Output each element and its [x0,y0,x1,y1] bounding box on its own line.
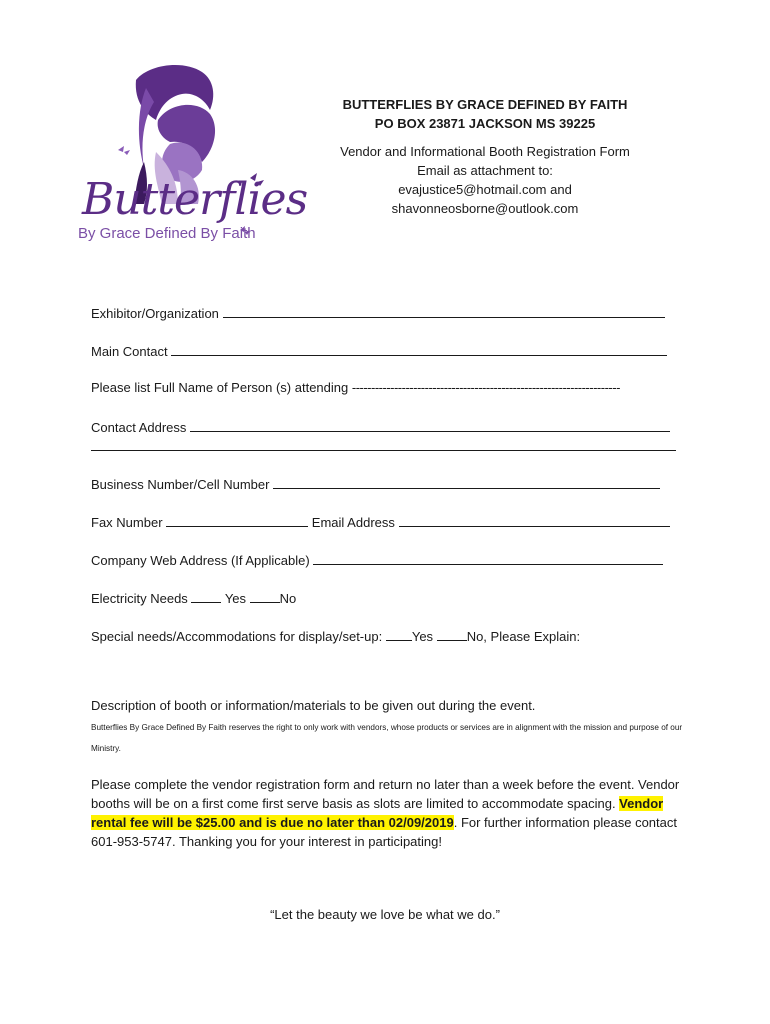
persons-attending-dashes[interactable]: ---------------------------------------------------------------------- [351,380,620,395]
electricity-no-label: No [279,591,297,606]
electricity-yes-line[interactable] [191,588,221,603]
main-contact-input-line[interactable] [171,341,667,356]
instructions-text-1: Please complete the vendor registration form and return no later than a week before the event. Vendor booths will be on a first come first serve basis as slots are limited to accommodate spacing. [91,777,680,811]
field-label: Please list Full Name of Person (s) attending [91,380,349,395]
booth-description-label: Description of booth or information/materials to be given out during the event. [91,698,536,713]
contact-address-second-line[interactable] [91,450,676,451]
email-intro: Email as attachment to: [417,163,553,178]
special-no-label: No, Please Explain: [466,629,581,644]
field-company-web [91,550,663,570]
email-2: shavonneosborne@outlook.com [391,201,579,216]
electricity-yes-label: Yes [224,591,247,606]
field-label: Electricity Needs [91,591,188,606]
closing-quote: “Let the beauty we love be what we do.” [270,907,500,922]
instructions-paragraph [91,775,691,851]
field-label-email: Email Address [311,515,395,530]
field-persons-attending [91,379,620,397]
company-web-input-line[interactable] [313,550,663,565]
ministry-note: Butterflies By Grace Defined By Faith reserves the right to only work with vendors, whose products or services are in alignment with the mission and purpose of our Ministry. [91,723,683,753]
rental-fee-highlight: Vendor rental fee will be $25.00 and is due no later than 02/09/2019 [91,796,664,830]
organization-name: BUTTERFLIES BY GRACE DEFINED BY FAITH [342,97,628,112]
special-yes-line[interactable] [386,626,412,641]
email-1: evajustice5@hotmail.com and [398,182,572,197]
field-contact-address [91,417,670,437]
fax-number-input-line[interactable] [166,512,308,527]
field-exhibitor [91,303,665,323]
field-label: Contact Address [91,420,187,435]
field-label-fax: Fax Number [91,515,163,530]
electricity-no-line[interactable] [250,588,280,603]
form-title: Vendor and Informational Booth Registration Form [340,144,630,159]
document-header [300,95,670,218]
special-no-line[interactable] [437,626,467,641]
field-special-needs [91,626,580,646]
field-label: Main Contact [91,344,168,359]
instructions-text-2: . For further information please contact 601-953-5747. Thanking you for your interest in participating! [91,815,677,849]
logo-tagline: By Grace Defined By Faith [78,225,256,242]
field-electricity [91,588,296,608]
contact-address-input-line[interactable] [190,417,670,432]
field-label: Special needs/Accommodations for display/set-up: [91,629,383,644]
field-label: Company Web Address (If Applicable) [91,553,310,568]
field-label: Exhibitor/Organization [91,306,219,321]
butterflies-logo [74,58,308,250]
email-address-input-line[interactable] [399,512,670,527]
field-label: Business Number/Cell Number [91,477,270,492]
field-fax-email [91,512,670,532]
organization-address: PO BOX 23871 JACKSON MS 39225 [374,116,596,131]
exhibitor-input-line[interactable] [223,303,665,318]
logo-script-text: Butterflies [82,174,308,225]
special-yes-label: Yes [411,629,434,644]
field-business-number [91,474,660,494]
field-main-contact [91,341,667,361]
business-number-input-line[interactable] [273,474,660,489]
